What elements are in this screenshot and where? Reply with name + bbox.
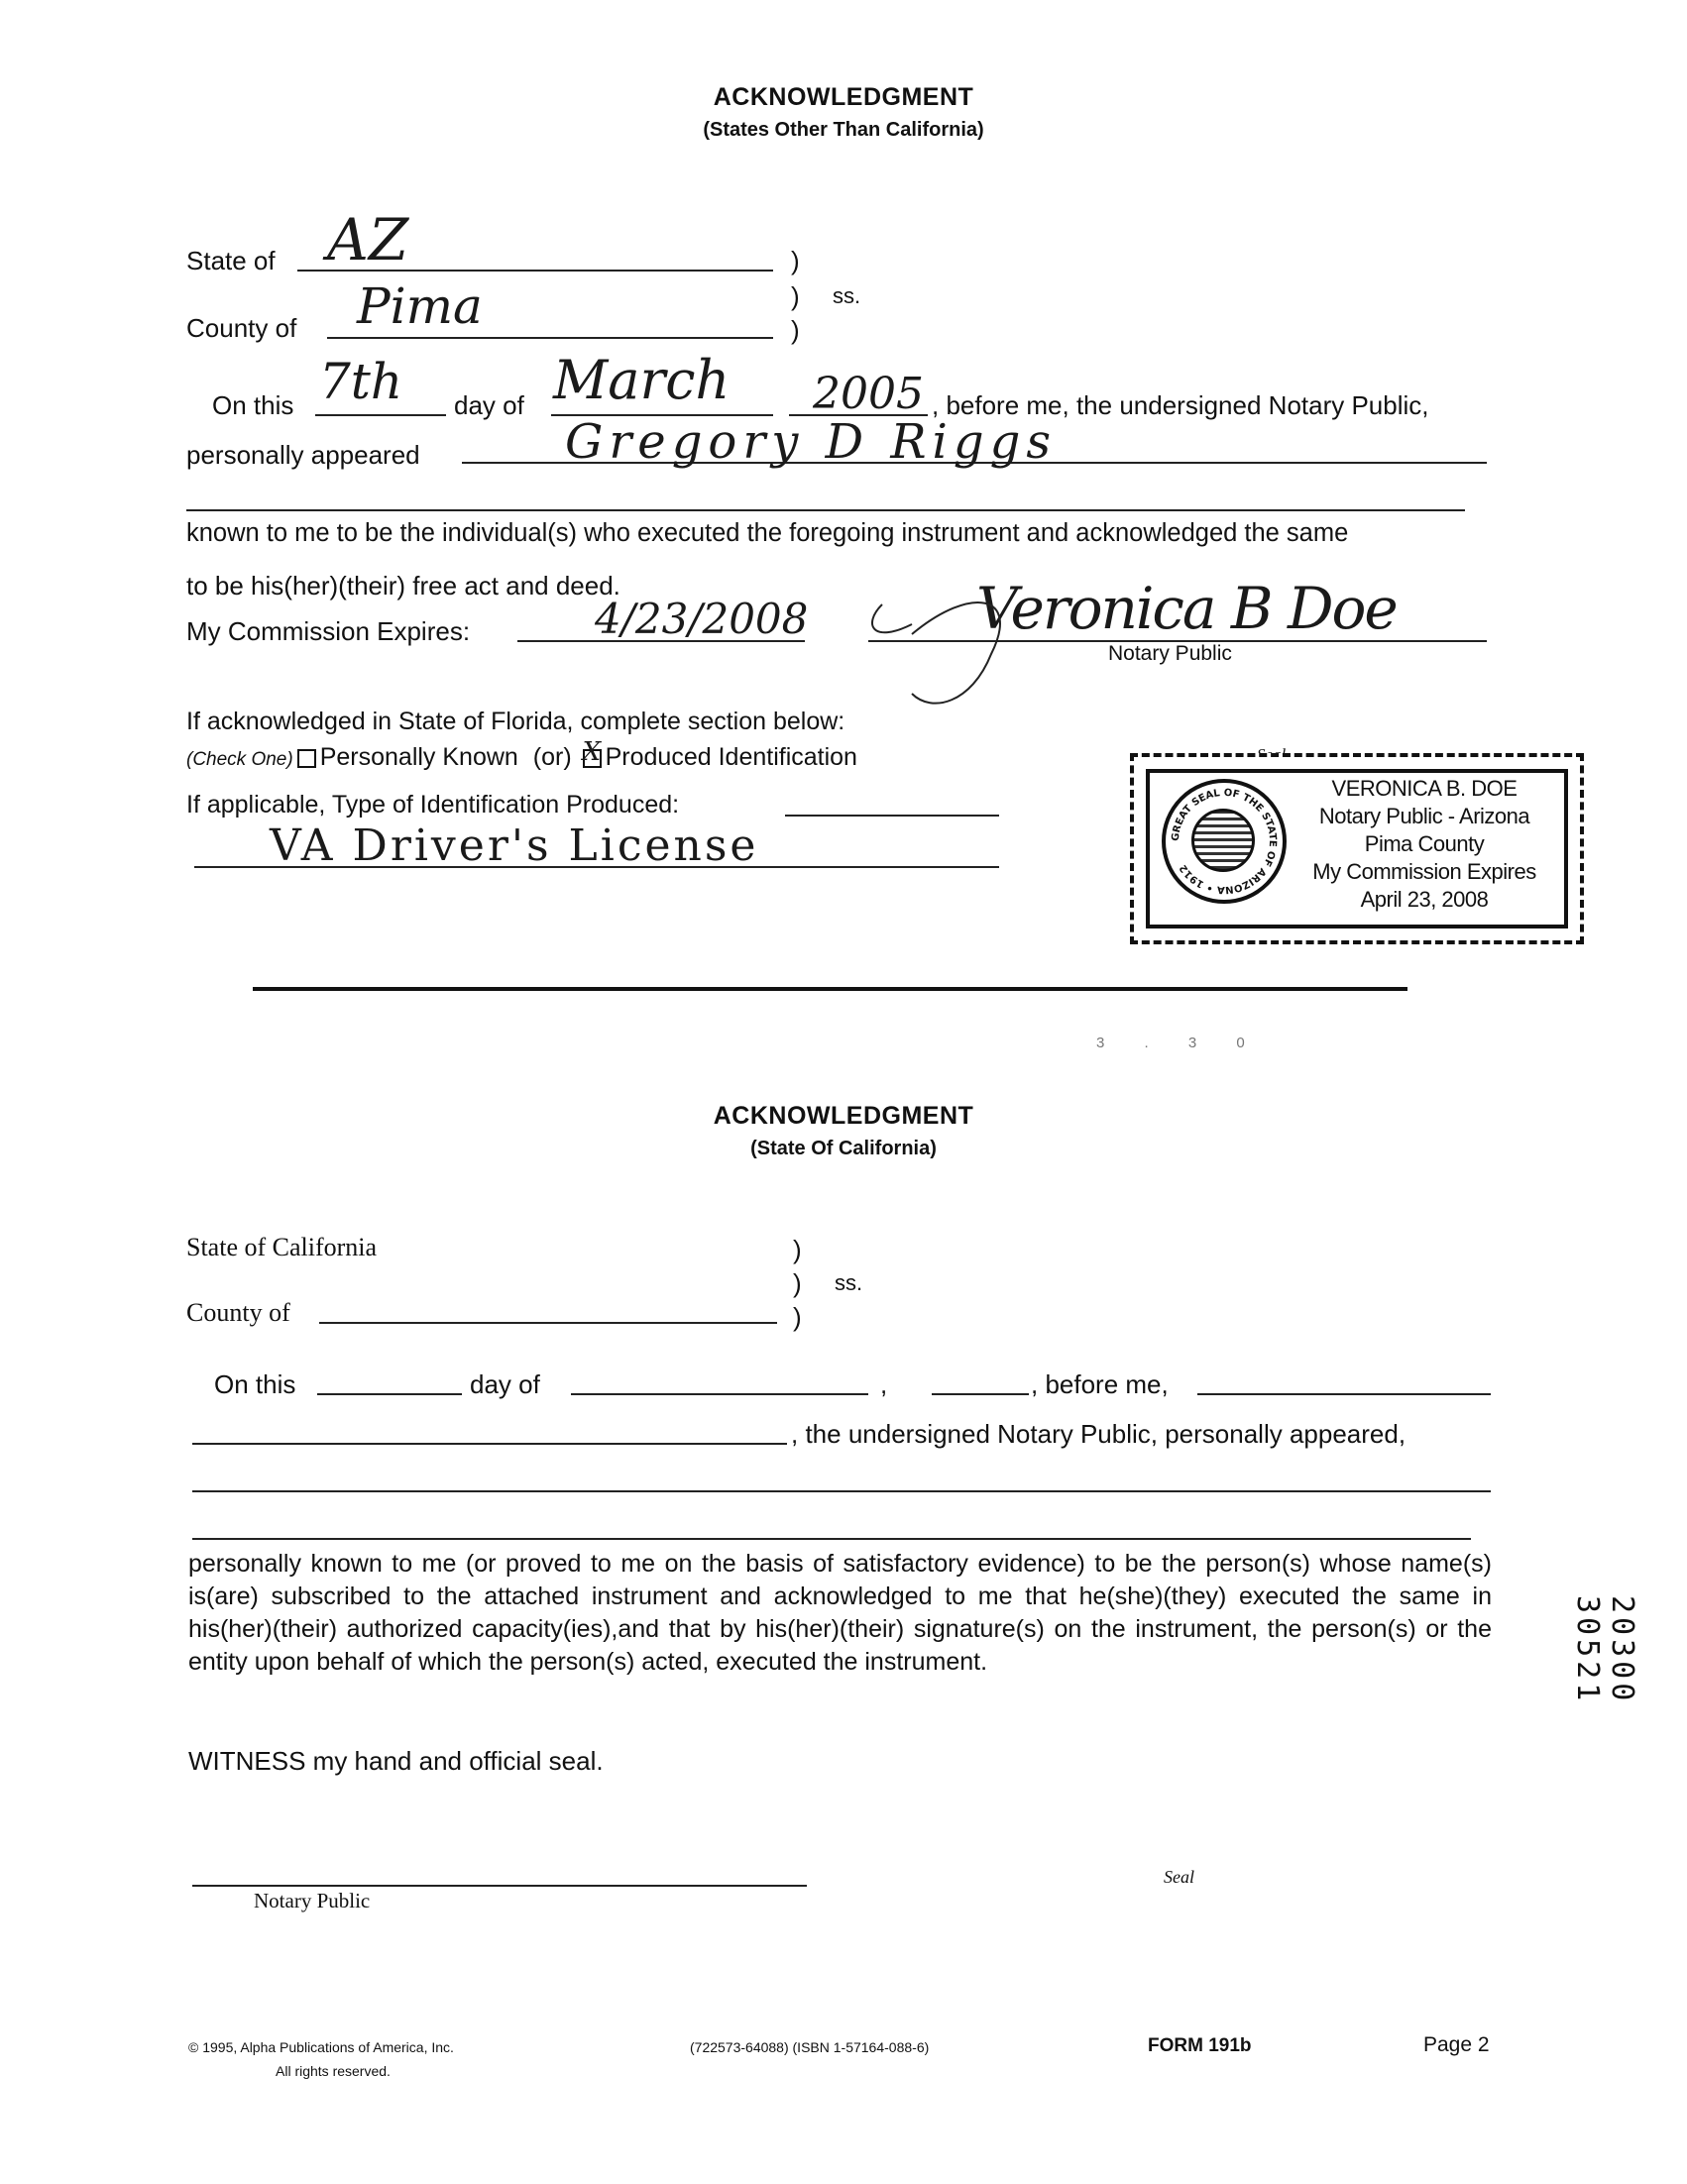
ca-comma: ,	[880, 1369, 888, 1399]
ca-seal-label: Seal	[1164, 1867, 1194, 1887]
before-me-text: , before me, the undersigned Notary Public,	[932, 390, 1429, 420]
footer-copyright: © 1995, Alpha Publications of America, Inc.	[188, 2039, 454, 2055]
ca-paragraph: personally known to me (or proved to me on the basis of satisfactory evidence) to be the person(s) whose name(s) is(are) subscribed to the attached instrument and acknowledged to me that he(she)(they) executed the same in his(her)(their) authorized capacity(ies),and that by his(her)(their) signature(s) on the instrument, the person(s) or the entity upon behalf of which the person(s) acted, executed the instrument.	[188, 1550, 1492, 1676]
footer-form: FORM 191b	[1148, 2035, 1252, 2056]
arizona-seal-icon	[1162, 779, 1287, 904]
day-of-label: day of	[454, 390, 524, 420]
year-value: 2005	[813, 369, 924, 419]
day-value: 7th	[319, 353, 403, 410]
signature-flourish	[852, 555, 1447, 713]
free-act-line: to be his(her)(their) free act and deed.	[186, 571, 620, 601]
commission-label: My Commission Expires:	[186, 616, 471, 646]
side-document-number: 20300 30521	[1570, 1595, 1639, 1705]
stamp-text	[1291, 775, 1558, 914]
ca-on-this-label: On this	[214, 1369, 296, 1399]
id-type-line-1	[785, 815, 999, 817]
ca-signature-line	[192, 1885, 807, 1887]
id-type-value: VA Driver's License	[270, 820, 759, 871]
known-line: known to me to be the individual(s) who executed the foregoing instrument and acknowledged the same	[186, 519, 1349, 547]
personally-known-label: Personally Known	[319, 743, 518, 771]
faint-marks: 3 . 3 0	[1096, 1035, 1263, 1051]
section-divider	[253, 987, 1407, 991]
ca-day-line	[317, 1393, 462, 1395]
name-value: Gregory D Riggs	[565, 414, 1057, 470]
paren-1: )	[791, 246, 800, 275]
check-one-row	[186, 736, 857, 772]
stamp-line-5: April 23, 2008	[1360, 887, 1489, 912]
ca-month-line	[571, 1393, 868, 1395]
ca-paren-3: )	[793, 1302, 802, 1332]
bottom-title: ACKNOWLEDGMENT	[713, 1102, 974, 1130]
day-line	[315, 414, 446, 416]
florida-line: If acknowledged in State of Florida, complete section below:	[186, 708, 845, 735]
svg-text:GREAT SEAL OF THE STATE OF ARI: GREAT SEAL OF THE STATE OF ARIZONA • 1912	[1170, 787, 1279, 896]
seal-text-ring	[1166, 783, 1283, 900]
paren-3: )	[791, 315, 800, 345]
personally-known-checkbox[interactable]	[297, 749, 316, 768]
top-subtitle: (States Other Than California)	[703, 119, 984, 141]
commission-value: 4/23/2008	[595, 595, 809, 643]
produced-id-label: Produced Identification	[605, 743, 857, 771]
footer-rights: All rights reserved.	[276, 2063, 391, 2079]
ss-label: ss.	[833, 283, 861, 308]
id-type-label: If applicable, Type of Identification Produced:	[186, 791, 680, 819]
ca-paren-2: )	[793, 1268, 802, 1298]
ca-undersigned: , the undersigned Notary Public, personally appeared,	[791, 1419, 1406, 1449]
produced-id-checkbox[interactable]	[582, 736, 602, 768]
ca-before-me: , before me,	[1031, 1369, 1169, 1399]
ca-appeared-line-1	[192, 1490, 1491, 1492]
bottom-subtitle: (State Of California)	[750, 1138, 937, 1159]
ca-notary-name-line	[192, 1443, 787, 1445]
ca-before-me-line	[1197, 1393, 1491, 1395]
ca-notary-public: Notary Public	[254, 1889, 371, 1912]
notary-signature: Veronica B Doe	[976, 575, 1397, 642]
ca-county-line	[319, 1322, 777, 1324]
stamp-line-4: My Commission Expires	[1312, 859, 1536, 884]
ca-appeared-line-2	[192, 1538, 1471, 1540]
top-title: ACKNOWLEDGMENT	[713, 83, 974, 111]
notary-stamp	[1130, 753, 1584, 944]
county-label: County of	[186, 313, 297, 343]
footer-isbn: (722573-64088) (ISBN 1-57164-088-6)	[690, 2039, 930, 2055]
on-this-label: On this	[212, 390, 294, 420]
ca-state-label: State of California	[186, 1233, 378, 1261]
stamp-line-3: Pima County	[1364, 831, 1485, 856]
check-one-label: (Check One)	[186, 749, 293, 770]
ca-ss-label: ss.	[835, 1270, 863, 1295]
footer-page: Page 2	[1423, 2033, 1490, 2056]
ca-witness: WITNESS my hand and official seal.	[188, 1746, 604, 1776]
paren-2: )	[791, 281, 800, 311]
ca-paren-1: )	[793, 1235, 802, 1264]
ca-day-of-label: day of	[470, 1369, 540, 1399]
name-line-2	[186, 509, 1465, 511]
stamp-line-1: VERONICA B. DOE	[1331, 776, 1518, 801]
county-value: Pima	[357, 277, 483, 335]
state-label: State of	[186, 246, 276, 275]
personally-appeared-label: personally appeared	[186, 440, 420, 470]
stamp-line-2: Notary Public - Arizona	[1318, 804, 1530, 828]
state-value: AZ	[327, 206, 409, 273]
or-label: (or)	[532, 743, 572, 771]
county-line	[327, 337, 773, 339]
month-value: March	[553, 349, 731, 411]
ca-year-line	[932, 1393, 1029, 1395]
notary-public-label: Notary Public	[1108, 642, 1232, 665]
produced-id-check-mark: X	[582, 736, 602, 767]
ca-county-label: County of	[186, 1298, 290, 1327]
